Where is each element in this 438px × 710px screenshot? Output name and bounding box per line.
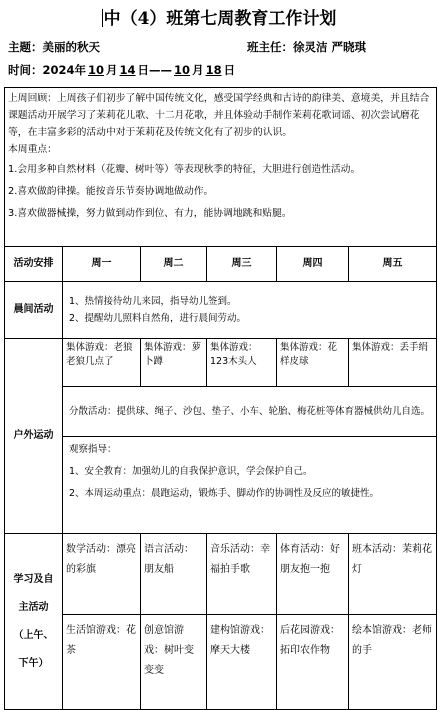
learning-cell: 体育活动：好朋友抱一抱 <box>277 534 349 615</box>
outdoor-game-cell: 集体游戏：丢手绢 <box>349 339 437 387</box>
review-text: 上周回顾：上周孩子们初步了解中国传统文化，感受国学经典和古诗的韵律美、意境美，并且结合课题活动开展学习了茉莉花儿歌、十二月花歌，并且体验动手制作茉莉花歌词谣、初次尝试磨花等，在丰富多彩的活动中对于茉莉花及传统文化有了初步的认识。 <box>8 93 430 138</box>
title-text: 中（4）班第七周教育工作计划 <box>103 9 337 29</box>
time-line <box>8 62 235 78</box>
learning-cell: 班本活动：茉莉花灯 <box>349 534 437 615</box>
learning-label-line: 下午） <box>18 657 49 669</box>
guidance-line: 1、安全教育：加强幼儿的自我保护意识，学会保护自己。 <box>69 466 313 477</box>
outdoor-scattered-cell: 分散活动：提供球、绳子、沙包、垫子、小车、轮胎、梅花桩等体育器械供幼儿自选。 <box>63 387 437 437</box>
learning-label-line: （上午、 <box>13 629 54 641</box>
header-day: 周四 <box>277 247 349 282</box>
start-day: 14 <box>119 63 136 77</box>
learning-label <box>5 534 63 710</box>
day-char: 日 <box>223 63 236 77</box>
learning-cell: 建构馆游戏：摩天大楼 <box>207 615 277 710</box>
start-month: 10 <box>88 63 105 77</box>
outdoor-guidance-cell <box>63 437 437 534</box>
header-day: 周二 <box>141 247 207 282</box>
guidance-line: 2、本周运动重点：晨跑运动，锻炼手、脚动作的协调性及反应的敏捷性。 <box>69 488 380 499</box>
learning-cell: 生活馆游戏：花茶 <box>63 615 141 710</box>
learning-cell: 语言活动：朋友船 <box>141 534 207 615</box>
outdoor-game-cell: 集体游戏：123木头人 <box>207 339 277 387</box>
learning-row-2 <box>5 615 437 710</box>
guidance-title: 观察指导： <box>69 444 117 455</box>
learning-cell: 后花园游戏：拓印农作物 <box>277 615 349 710</box>
morning-cell <box>63 282 437 339</box>
time-prefix: 时间：2024年 <box>8 63 87 77</box>
theme-label: 主题：美丽的秋天 <box>8 40 100 54</box>
header-day: 周三 <box>207 247 277 282</box>
morning-line: 1、热情接待幼儿来园，指导幼儿签到。 <box>69 296 237 307</box>
outdoor-game-cell: 集体游戏：萝卜蹲 <box>141 339 207 387</box>
focus-title: 本周重点： <box>8 144 57 155</box>
learning-label-line: 学习及自 <box>13 573 54 585</box>
outdoor-scattered-row <box>5 387 437 437</box>
review-cell <box>5 88 437 247</box>
outdoor-label: 户外运动 <box>5 339 63 534</box>
header-row <box>5 247 437 282</box>
day-dash: 日—— <box>137 63 173 77</box>
plan-table <box>4 87 437 710</box>
learning-cell: 绘本馆游戏：老师的手 <box>349 615 437 710</box>
outdoor-game-cell: 集体游戏：花样皮球 <box>277 339 349 387</box>
learning-label-line: 主活动 <box>18 601 49 613</box>
teacher-label: 班主任：徐灵洁 严晓琪 <box>247 40 367 54</box>
text-cursor <box>102 9 103 27</box>
morning-line: 2、提醒幼儿照料自然角，进行晨间劳动。 <box>69 313 247 324</box>
month-char: 月 <box>106 63 118 77</box>
end-month: 10 <box>174 63 191 77</box>
learning-row-1 <box>5 534 437 615</box>
focus-item: 1.会用多种自然材料（花瓣、树叶等）等表现秋季的特征，大胆进行创造性活动。 <box>8 164 361 175</box>
end-day: 18 <box>205 63 222 77</box>
review-row <box>5 88 437 247</box>
page-title <box>0 4 438 29</box>
outdoor-game-cell: 集体游戏：老狼老狼几点了 <box>63 339 141 387</box>
header-day: 周五 <box>349 247 437 282</box>
header-day: 周一 <box>63 247 141 282</box>
outdoor-guidance-row <box>5 437 437 534</box>
morning-row <box>5 282 437 339</box>
header-activity: 活动安排 <box>5 247 63 282</box>
morning-label: 晨间活动 <box>5 282 63 339</box>
learning-cell: 音乐活动：幸福拍手歌 <box>207 534 277 615</box>
outdoor-games-row <box>5 339 437 387</box>
focus-item: 3.喜欢做器械操，努力做到动作到位、有力，能协调地跳和贴腿。 <box>8 208 292 219</box>
learning-cell: 创意馆游戏：树叶变变变 <box>141 615 207 710</box>
focus-item: 2.喜欢做韵律操。能按音乐节奏协调地做动作。 <box>8 186 214 197</box>
learning-cell: 数学活动：漂亮的彩旗 <box>63 534 141 615</box>
month-char-2: 月 <box>192 63 204 77</box>
